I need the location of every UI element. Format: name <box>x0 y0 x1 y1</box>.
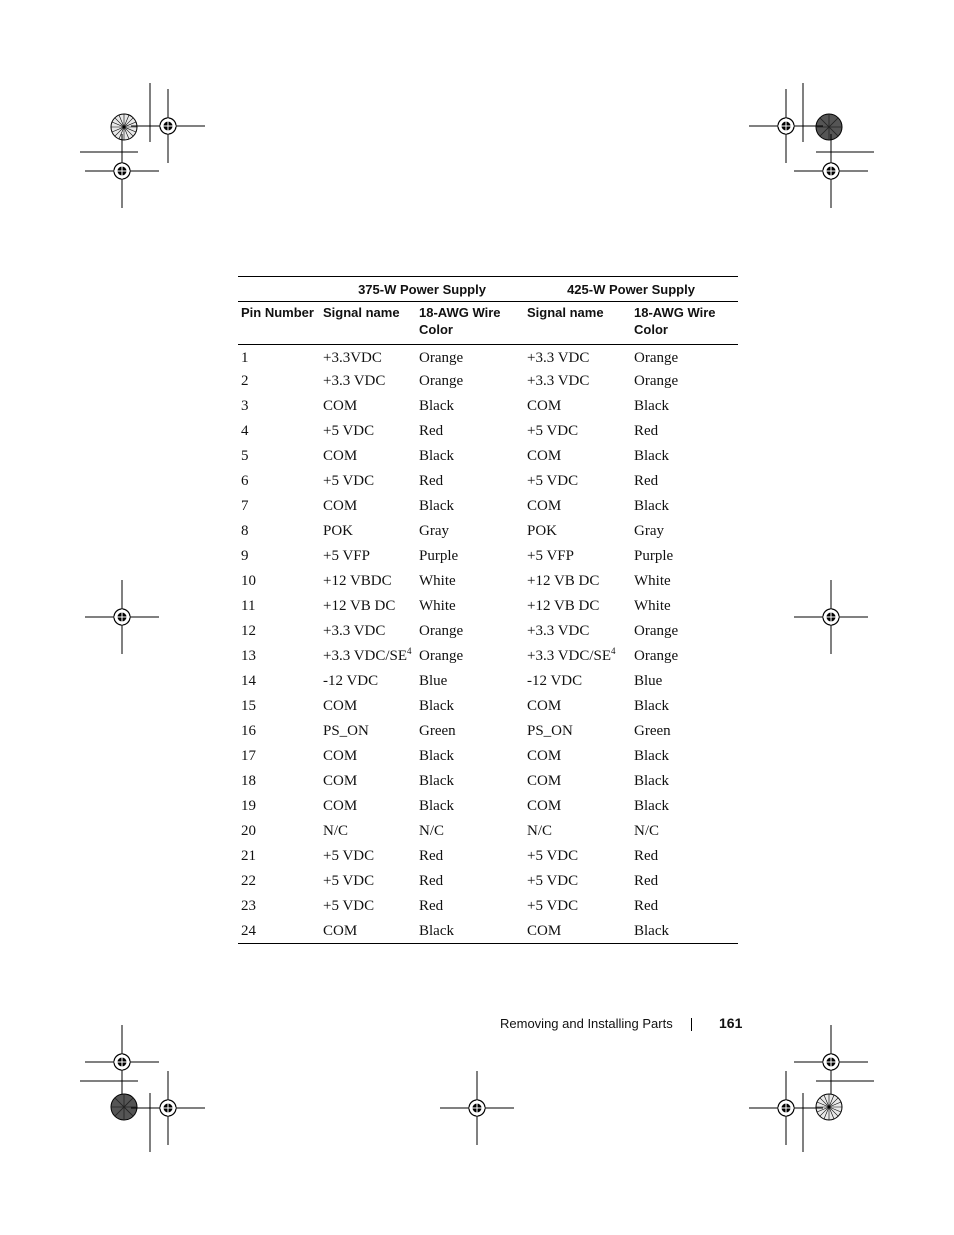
cell-wire-color-375 <box>416 894 524 919</box>
table-row <box>238 744 738 769</box>
cell-wire-color-425 <box>631 569 738 594</box>
cell-signal-name-425-text: PS_ON <box>527 723 573 739</box>
table-row <box>238 494 738 519</box>
cell-wire-color-425-text: Black <box>634 748 669 764</box>
cell-signal-name-375-text: N/C <box>323 823 349 839</box>
column-header-wire-color-425: 18-AWG Wire Color <box>631 302 738 345</box>
cell-pin-number <box>238 719 320 744</box>
cell-signal-name-425 <box>524 694 631 719</box>
cell-wire-color-375 <box>416 394 524 419</box>
column-header-wire-color-375: 18-AWG Wire Color <box>416 302 524 345</box>
cell-pin-number <box>238 619 320 644</box>
cell-wire-color-425-text: Red <box>634 423 659 439</box>
cell-pin-number-text: 21 <box>241 848 256 864</box>
cell-pin-number-text: 10 <box>241 573 256 589</box>
cell-signal-name-425-text: COM <box>527 498 562 514</box>
cell-pin-number-text: 19 <box>241 798 256 814</box>
cell-signal-name-375-text: COM <box>323 698 358 714</box>
cell-signal-name-425-text: +3.3 VDC <box>527 373 590 389</box>
cell-wire-color-425 <box>631 919 738 944</box>
cell-wire-color-425 <box>631 544 738 569</box>
cell-wire-color-425 <box>631 469 738 494</box>
cell-signal-name-375 <box>320 819 416 844</box>
cell-signal-name-425 <box>524 669 631 694</box>
cell-signal-name-425 <box>524 594 631 619</box>
cell-wire-color-425-text: Orange <box>634 648 679 664</box>
cell-signal-name-375-text: +5 VDC <box>323 848 375 864</box>
cell-wire-color-425-text: Black <box>634 698 669 714</box>
cell-pin-number <box>238 494 320 519</box>
cell-wire-color-375 <box>416 619 524 644</box>
cell-pin-number <box>238 669 320 694</box>
footnote-marker: 4 <box>407 646 412 656</box>
cell-signal-name-375-text: +3.3 VDC <box>323 373 386 389</box>
registration-starburst-icon <box>111 1094 137 1120</box>
cell-signal-name-375 <box>320 594 416 619</box>
cell-signal-name-425-text: +3.3 VDC/SE <box>527 648 612 664</box>
cell-wire-color-425-text: Black <box>634 398 669 414</box>
cell-pin-number-text: 4 <box>241 423 249 439</box>
registration-starburst-icon <box>111 114 137 140</box>
table-row <box>238 919 738 944</box>
table-row <box>238 369 738 394</box>
cell-wire-color-425-text: Black <box>634 498 669 514</box>
cell-signal-name-425-text: +5 VDC <box>527 423 579 439</box>
cell-wire-color-375-text: Red <box>419 848 444 864</box>
cell-signal-name-375 <box>320 844 416 869</box>
table-row <box>238 544 738 569</box>
cell-wire-color-425 <box>631 444 738 469</box>
cell-wire-color-375-text: Blue <box>419 673 448 689</box>
cell-signal-name-425 <box>524 369 631 394</box>
cell-wire-color-375 <box>416 369 524 394</box>
cell-signal-name-425 <box>524 644 631 669</box>
table-row <box>238 869 738 894</box>
registration-crosshair-icon <box>85 134 159 208</box>
cell-wire-color-375-text: Orange <box>419 648 464 664</box>
cell-wire-color-375 <box>416 794 524 819</box>
cell-pin-number <box>238 419 320 444</box>
cell-pin-number <box>238 844 320 869</box>
cell-pin-number-text: 11 <box>241 598 256 614</box>
cell-signal-name-375-text: COM <box>323 922 358 939</box>
cell-signal-name-375-text: +5 VDC <box>323 423 375 439</box>
cell-signal-name-375 <box>320 694 416 719</box>
cell-signal-name-425-text: N/C <box>527 823 553 839</box>
cell-signal-name-425-text: COM <box>527 922 562 939</box>
cell-signal-name-425 <box>524 419 631 444</box>
cell-pin-number-text: 14 <box>241 673 256 689</box>
cell-signal-name-375 <box>320 444 416 469</box>
column-header-pin-number: Pin Number <box>238 302 320 345</box>
cell-wire-color-375-text: Black <box>419 798 454 814</box>
cell-signal-name-375-text: +5 VFP <box>323 548 370 564</box>
cell-signal-name-425-text: +5 VDC <box>527 898 579 914</box>
registration-starburst-icon <box>816 114 842 140</box>
cell-signal-name-375 <box>320 869 416 894</box>
cell-wire-color-425 <box>631 869 738 894</box>
cell-pin-number-text: 9 <box>241 548 249 564</box>
cell-signal-name-375-text: POK <box>323 523 354 539</box>
cell-wire-color-425 <box>631 594 738 619</box>
cell-pin-number <box>238 894 320 919</box>
cell-wire-color-425 <box>631 519 738 544</box>
cell-signal-name-425-text: +5 VDC <box>527 848 579 864</box>
cell-wire-color-425-text: Orange <box>634 623 679 639</box>
cell-signal-name-425 <box>524 394 631 419</box>
cell-wire-color-375-text: Black <box>419 748 454 764</box>
table-row <box>238 519 738 544</box>
cell-wire-color-425-text: Black <box>634 922 669 939</box>
cell-pin-number-text: 12 <box>241 623 256 639</box>
cell-pin-number <box>238 569 320 594</box>
cell-signal-name-425-text: POK <box>527 523 558 539</box>
cell-signal-name-375 <box>320 469 416 494</box>
cell-pin-number <box>238 369 320 394</box>
table-row <box>238 444 738 469</box>
cell-signal-name-425 <box>524 744 631 769</box>
cell-signal-name-425 <box>524 619 631 644</box>
cell-wire-color-425-text: White <box>634 598 671 614</box>
cell-pin-number-text: 2 <box>241 373 249 389</box>
cell-wire-color-425-text: Orange <box>634 373 679 389</box>
table-row <box>238 769 738 794</box>
cell-wire-color-425-text: Blue <box>634 673 663 689</box>
cell-signal-name-375-text: +3.3 VDC <box>323 623 386 639</box>
cell-signal-name-375 <box>320 419 416 444</box>
cell-signal-name-425 <box>524 919 631 944</box>
registration-crosshair-icon <box>794 134 868 208</box>
cell-signal-name-375 <box>320 894 416 919</box>
cell-wire-color-375-text: Red <box>419 898 444 914</box>
cell-wire-color-375-text: Black <box>419 922 454 939</box>
page-footer <box>500 1013 743 1035</box>
cell-wire-color-425 <box>631 694 738 719</box>
page-number: 161 <box>719 1015 743 1031</box>
cell-signal-name-375 <box>320 794 416 819</box>
cell-wire-color-375-text: Black <box>419 773 454 789</box>
cell-signal-name-375 <box>320 744 416 769</box>
cell-pin-number-text: 13 <box>241 648 256 664</box>
cell-signal-name-425-text: +3.3 VDC <box>527 623 590 639</box>
cell-wire-color-375-text: Purple <box>419 548 459 564</box>
cell-signal-name-425 <box>524 494 631 519</box>
cell-pin-number-text: 8 <box>241 523 249 539</box>
registration-crosshair-icon <box>440 1071 514 1145</box>
cell-wire-color-425 <box>631 769 738 794</box>
cell-wire-color-375 <box>416 844 524 869</box>
cell-wire-color-425 <box>631 644 738 669</box>
table-row <box>238 644 738 669</box>
table-row <box>238 419 738 444</box>
registration-crosshair-icon <box>749 1071 823 1145</box>
cell-pin-number <box>238 594 320 619</box>
group-header-425w: 425-W Power Supply <box>524 277 738 302</box>
cell-signal-name-375 <box>320 519 416 544</box>
cell-signal-name-425-text: COM <box>527 698 562 714</box>
table-row <box>238 669 738 694</box>
cell-wire-color-375-text: Orange <box>419 349 464 366</box>
pin-assignment-table-container <box>238 276 738 944</box>
cell-signal-name-425 <box>524 869 631 894</box>
cell-pin-number-text: 24 <box>241 922 256 939</box>
cell-signal-name-425-text: COM <box>527 448 562 464</box>
cell-signal-name-375 <box>320 494 416 519</box>
cell-signal-name-375-text: -12 VDC <box>323 673 379 689</box>
cell-wire-color-425-text: Red <box>634 848 659 864</box>
cell-wire-color-425-text: Gray <box>634 523 664 539</box>
cell-wire-color-375 <box>416 869 524 894</box>
group-header-row <box>238 277 738 302</box>
cell-signal-name-425-text: COM <box>527 773 562 789</box>
table-row <box>238 819 738 844</box>
registration-crosshair-icon <box>131 1071 205 1145</box>
cell-wire-color-375 <box>416 569 524 594</box>
cell-signal-name-425 <box>524 844 631 869</box>
cell-pin-number-text: 17 <box>241 748 256 764</box>
cell-wire-color-425-text: White <box>634 573 671 589</box>
cell-wire-color-375-text: Orange <box>419 623 464 639</box>
cell-wire-color-375-text: N/C <box>419 823 445 839</box>
cell-wire-color-425 <box>631 744 738 769</box>
cell-signal-name-425 <box>524 469 631 494</box>
table-body <box>238 345 738 944</box>
column-header-signal-name-425: Signal name <box>524 302 631 345</box>
cell-wire-color-425 <box>631 894 738 919</box>
cell-signal-name-425 <box>524 444 631 469</box>
cell-wire-color-425-text: Red <box>634 898 659 914</box>
cell-signal-name-425-text: +12 VB DC <box>527 573 600 589</box>
cell-signal-name-425-text: COM <box>527 398 562 414</box>
cell-wire-color-375 <box>416 419 524 444</box>
cell-wire-color-425 <box>631 669 738 694</box>
cell-wire-color-375 <box>416 469 524 494</box>
pin-assignment-table <box>238 276 738 944</box>
cell-pin-number <box>238 544 320 569</box>
cell-wire-color-425 <box>631 619 738 644</box>
footer-section-title: Removing and Installing Parts <box>500 1016 673 1031</box>
cell-wire-color-425-text: Black <box>634 773 669 789</box>
cell-signal-name-375-text: COM <box>323 498 358 514</box>
table-row <box>238 794 738 819</box>
registration-crosshair-icon <box>794 580 868 654</box>
cell-pin-number <box>238 469 320 494</box>
cell-wire-color-425 <box>631 844 738 869</box>
cell-pin-number <box>238 694 320 719</box>
cell-wire-color-425 <box>631 345 738 370</box>
registration-crosshair-icon <box>85 1025 159 1099</box>
cell-signal-name-375-text: +5 VDC <box>323 873 375 889</box>
registration-crosshair-icon <box>749 89 823 163</box>
cell-wire-color-425-text: Black <box>634 448 669 464</box>
cell-wire-color-425-text: Orange <box>634 349 679 366</box>
footnote-marker: 4 <box>611 646 616 656</box>
cell-signal-name-375-text: +5 VDC <box>323 473 375 489</box>
cell-pin-number-text: 3 <box>241 398 249 414</box>
cell-signal-name-375-text: +12 VB DC <box>323 598 396 614</box>
cell-wire-color-425-text: Red <box>634 473 659 489</box>
cell-pin-number-text: 22 <box>241 873 256 889</box>
cell-signal-name-425-text: COM <box>527 798 562 814</box>
cell-signal-name-425-text: +3.3 VDC <box>527 349 590 366</box>
cell-pin-number <box>238 769 320 794</box>
group-header-375w: 375-W Power Supply <box>320 277 524 302</box>
cell-wire-color-375 <box>416 919 524 944</box>
cell-pin-number <box>238 744 320 769</box>
cell-wire-color-425-text: Black <box>634 798 669 814</box>
cell-wire-color-425-text: N/C <box>634 823 660 839</box>
cell-wire-color-375 <box>416 345 524 370</box>
cell-wire-color-375-text: Red <box>419 873 444 889</box>
cell-pin-number-text: 20 <box>241 823 256 839</box>
cell-signal-name-425 <box>524 794 631 819</box>
registration-crosshair-icon <box>794 1025 868 1099</box>
cell-pin-number <box>238 394 320 419</box>
cell-pin-number <box>238 919 320 944</box>
cell-pin-number-text: 6 <box>241 473 249 489</box>
table-row <box>238 469 738 494</box>
cell-pin-number <box>238 794 320 819</box>
table-row <box>238 694 738 719</box>
table-row <box>238 719 738 744</box>
cell-wire-color-375 <box>416 519 524 544</box>
cell-pin-number-text: 16 <box>241 723 256 739</box>
cell-signal-name-425-text: -12 VDC <box>527 673 583 689</box>
cell-wire-color-425 <box>631 394 738 419</box>
cell-wire-color-375-text: Orange <box>419 373 464 389</box>
cell-pin-number-text: 7 <box>241 498 249 514</box>
cell-wire-color-375-text: Black <box>419 498 454 514</box>
cell-signal-name-425-text: +12 VB DC <box>527 598 600 614</box>
cell-wire-color-425 <box>631 369 738 394</box>
table-row <box>238 894 738 919</box>
cell-signal-name-425 <box>524 894 631 919</box>
cell-signal-name-375 <box>320 369 416 394</box>
cell-signal-name-375 <box>320 394 416 419</box>
cell-pin-number-text: 1 <box>241 349 249 366</box>
cell-pin-number-text: 15 <box>241 698 256 714</box>
cell-signal-name-375-text: COM <box>323 773 358 789</box>
footer-separator <box>691 1018 692 1031</box>
cell-signal-name-375-text: +3.3VDC <box>323 349 382 366</box>
cell-signal-name-375-text: COM <box>323 398 358 414</box>
cell-signal-name-425 <box>524 819 631 844</box>
cell-wire-color-425 <box>631 419 738 444</box>
cell-signal-name-425-text: COM <box>527 748 562 764</box>
cell-wire-color-375-text: Black <box>419 398 454 414</box>
registration-crosshair-icon <box>131 89 205 163</box>
cell-wire-color-375-text: Gray <box>419 523 449 539</box>
cell-wire-color-425 <box>631 794 738 819</box>
cell-wire-color-375 <box>416 544 524 569</box>
cell-wire-color-375 <box>416 669 524 694</box>
cell-signal-name-375 <box>320 544 416 569</box>
cell-signal-name-375-text: COM <box>323 748 358 764</box>
cell-pin-number-text: 23 <box>241 898 256 914</box>
registration-crosshair-icon <box>85 580 159 654</box>
cell-signal-name-375 <box>320 644 416 669</box>
cell-wire-color-375 <box>416 819 524 844</box>
cell-signal-name-375 <box>320 919 416 944</box>
cell-wire-color-375-text: Red <box>419 423 444 439</box>
cell-wire-color-425-text: Green <box>634 723 671 739</box>
cell-wire-color-375 <box>416 744 524 769</box>
cell-wire-color-375 <box>416 644 524 669</box>
cell-signal-name-375 <box>320 345 416 370</box>
cell-wire-color-425 <box>631 494 738 519</box>
cell-wire-color-425-text: Red <box>634 873 659 889</box>
cell-pin-number <box>238 644 320 669</box>
cell-wire-color-375 <box>416 594 524 619</box>
cell-signal-name-375-text: COM <box>323 798 358 814</box>
cell-wire-color-375-text: Black <box>419 698 454 714</box>
cell-wire-color-375 <box>416 719 524 744</box>
cell-pin-number <box>238 444 320 469</box>
column-header-signal-name-375: Signal name <box>320 302 416 345</box>
table-row <box>238 844 738 869</box>
cell-signal-name-425-text: +5 VFP <box>527 548 574 564</box>
cell-signal-name-425 <box>524 719 631 744</box>
cell-signal-name-375 <box>320 719 416 744</box>
cell-wire-color-425 <box>631 719 738 744</box>
cell-signal-name-375-text: +3.3 VDC/SE <box>323 648 408 664</box>
cell-wire-color-375 <box>416 494 524 519</box>
cell-signal-name-425 <box>524 544 631 569</box>
cell-signal-name-375 <box>320 769 416 794</box>
cell-signal-name-425 <box>524 345 631 370</box>
group-header-blank <box>238 277 320 302</box>
registration-starburst-icon <box>816 1094 842 1120</box>
cell-wire-color-375-text: Green <box>419 723 456 739</box>
cell-signal-name-375 <box>320 669 416 694</box>
cell-pin-number <box>238 869 320 894</box>
cell-signal-name-425-text: +5 VDC <box>527 473 579 489</box>
table-row <box>238 394 738 419</box>
table-row <box>238 594 738 619</box>
cell-pin-number <box>238 819 320 844</box>
cell-pin-number-text: 5 <box>241 448 249 464</box>
cell-wire-color-375-text: Black <box>419 448 454 464</box>
cell-signal-name-375-text: +5 VDC <box>323 898 375 914</box>
cell-wire-color-425 <box>631 819 738 844</box>
cell-pin-number <box>238 519 320 544</box>
cell-wire-color-425-text: Purple <box>634 548 674 564</box>
cell-signal-name-375-text: COM <box>323 448 358 464</box>
cell-signal-name-425 <box>524 569 631 594</box>
table-row <box>238 619 738 644</box>
cell-signal-name-375 <box>320 619 416 644</box>
column-header-row <box>238 302 738 345</box>
cell-signal-name-425-text: +5 VDC <box>527 873 579 889</box>
cell-pin-number <box>238 345 320 370</box>
cell-signal-name-425 <box>524 519 631 544</box>
table-row <box>238 345 738 370</box>
cell-signal-name-375 <box>320 569 416 594</box>
cell-pin-number-text: 18 <box>241 773 256 789</box>
cell-wire-color-375 <box>416 769 524 794</box>
cell-signal-name-425 <box>524 769 631 794</box>
cell-wire-color-375-text: White <box>419 598 456 614</box>
cell-wire-color-375 <box>416 694 524 719</box>
table-row <box>238 569 738 594</box>
cell-signal-name-375-text: +12 VBDC <box>323 573 392 589</box>
cell-wire-color-375-text: Red <box>419 473 444 489</box>
cell-signal-name-375-text: PS_ON <box>323 723 369 739</box>
cell-wire-color-375-text: White <box>419 573 456 589</box>
cell-wire-color-375 <box>416 444 524 469</box>
